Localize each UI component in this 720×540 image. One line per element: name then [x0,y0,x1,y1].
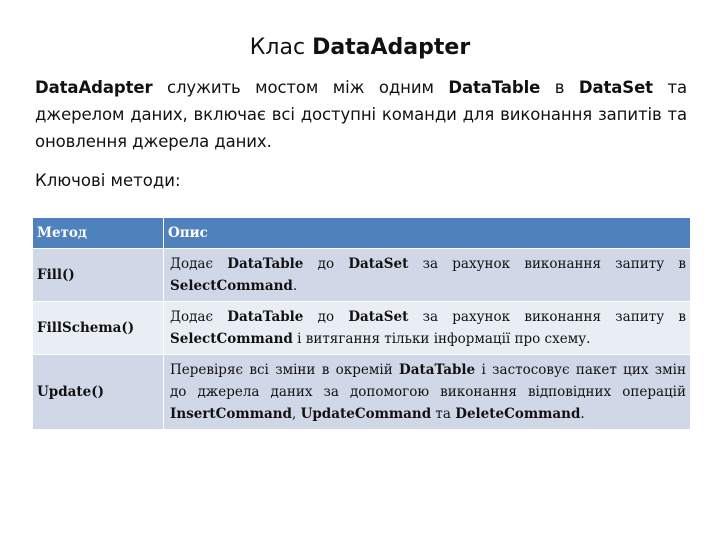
desc-text: . [292,278,298,294]
intro-text-1: служить мостом між одним [152,78,449,97]
method-name: Update() [33,355,164,430]
table-row-update [33,355,691,430]
desc-term: InsertCommand [170,406,292,422]
desc-term: DataSet [348,256,409,272]
table-row-fillschema [33,302,691,355]
desc-text: , [292,406,301,422]
method-name: FillSchema() [33,302,164,355]
desc-text: і застосовує пакет цих змін до джерела даних за допомогою виконання відповідних операцій [170,362,686,400]
title-prefix: Клас [249,35,313,60]
desc-term: DataTable [227,256,304,272]
table-header-row [33,218,691,249]
desc-text: і витягання тільки інформації про схему. [292,331,591,347]
slide-title [0,34,720,62]
desc-text: за рахунок виконання запиту в [408,309,686,325]
desc-text: Перевіряє всі зміни в окремій [170,362,400,378]
desc-term: DeleteCommand [455,406,581,422]
desc-term: SelectCommand [170,331,293,347]
method-description [164,302,691,355]
desc-text: за рахунок виконання запиту в [408,256,686,272]
table-row-fill [33,249,691,302]
methods-table [33,218,691,430]
method-name: Fill() [33,249,164,302]
method-description [164,355,691,430]
desc-term: DataTable [399,362,476,378]
desc-term: SelectCommand [170,278,293,294]
intro-term-datatable: DataTable [448,78,541,97]
desc-term: DataSet [348,309,409,325]
header-method: Метод [33,218,164,249]
desc-text: . [580,406,585,422]
desc-text: та [431,406,456,422]
desc-text: до [303,309,349,325]
intro-text-3: та джерелом даних, включає всі доступні команди для виконання запитів та оновлення джерела даних. [35,78,688,151]
intro-paragraph [35,74,687,155]
desc-text: Додає [170,256,228,272]
desc-text: до [303,256,349,272]
methods-heading: Ключові методи: [35,171,181,190]
desc-term: DataTable [227,309,304,325]
intro-term-dataadapter: DataAdapter [35,78,153,97]
intro-term-dataset: DataSet [578,78,653,97]
desc-text: Додає [170,309,228,325]
intro-text-2: в [540,78,579,97]
title-class-name: DataAdapter [312,35,471,60]
desc-term: UpdateCommand [300,406,432,422]
header-description: Опис [164,218,691,249]
method-description [164,249,691,302]
